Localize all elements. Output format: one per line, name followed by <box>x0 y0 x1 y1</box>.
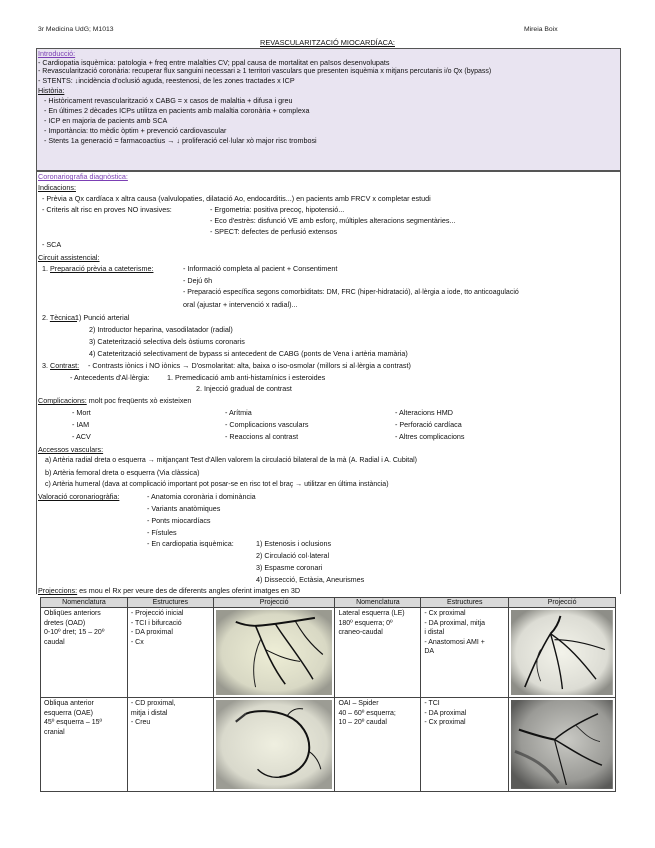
angiogram-spider-image <box>509 698 616 792</box>
step1-item: oral (ajustar + intervenció x radial)... <box>183 300 298 309</box>
complication-item: - IAM <box>72 420 90 429</box>
step2-item: 4) Cateterització selectivament de bypass si antecedent de CABG (ponts de Vena i artèria mamària) <box>89 349 408 358</box>
valoracio-sub: 3) Espasme coronari <box>256 563 323 572</box>
access-item: a) Artèria radial dreta o esquerra → mitjançant Test d'Allen valorem la circulació bilateral de la mà (A. Radial i A. Cubital) <box>45 457 417 464</box>
projections-heading: Projeccions: es mou el Rx per veure des de diferents angles oferint imatges en 3D <box>38 586 301 595</box>
structures-cell: - Projecció inicial - TCI i bifurcació - DA proximal - Cx <box>127 608 213 698</box>
complication-item: - Alteracions HMD <box>395 408 453 417</box>
step2-item: 1) Punció arterial <box>75 313 130 322</box>
page-title: REVASCULARITZACIÓ MIOCARDÍACA: <box>260 38 395 47</box>
history-item: - Stents 1a generació = farmacoactius → ↓ proliferació cel·lular xò major risc trombosi <box>44 136 317 145</box>
column-header: Estructures <box>421 598 509 608</box>
valoracio-item: - Variants anatòmiques <box>147 504 221 513</box>
header-author: Mireia Boix <box>524 26 558 33</box>
column-header: Estructures <box>127 598 213 608</box>
step1-item: - Dejú 6h <box>183 276 213 285</box>
indications-heading: Indicacions: <box>38 183 76 192</box>
angiogram-oae-image <box>213 698 335 792</box>
valoracio-item: - Ponts miocardíacs <box>147 516 211 525</box>
complication-item: - Altres complicacions <box>395 432 465 441</box>
step2-label: 2. Tècnica: <box>42 313 78 322</box>
complication-item: - ACV <box>72 432 91 441</box>
step3-line: - Contrasts iònics i NO iònics → D'osmolaritat: alta, baixa o iso-osmolar (millors si al·lèrgia a contrast) <box>88 361 411 370</box>
column-header: Nomenclatura <box>41 598 128 608</box>
indication-item: - Criteris alt risc en proves NO invasives: <box>42 205 172 214</box>
intro-heading: Introducció: <box>38 49 76 58</box>
nomenclature-cell: OAI – Spider 40 – 60º esquerra; 10 – 20º caudal <box>335 698 421 792</box>
complication-item: - Perforació cardíaca <box>395 420 462 429</box>
step3-sub-label: - Antecedents d'Al·lèrgia: <box>70 373 150 382</box>
step1-label: 1. Preparació prèvia a cateterisme: <box>42 264 154 273</box>
intro-line: - STENTS: ↓incidència d'oclusió aguda, reestenosi, de les zones tractades x ICP <box>38 76 295 85</box>
valoracio-item: - Fístules <box>147 528 177 537</box>
access-item: b) Artèria femoral dreta o esquerra (Via clàssica) <box>45 468 200 477</box>
step2-item: 2) Introductor heparina, vasodilatador (radial) <box>89 325 233 334</box>
history-item: - ICP en majoria de pacients amb SCA <box>44 116 168 125</box>
valoracio-item: - Anatomia coronària i dominància <box>147 492 256 501</box>
table-row <box>41 698 616 792</box>
complication-item: - Mort <box>72 408 91 417</box>
step3-sub: 2. Injecció gradual de contrast <box>196 384 292 393</box>
header-course: 3r Medicina UdG; M1013 <box>38 26 114 33</box>
valoracio-heading: Valoració coronariogràfia: <box>38 492 120 501</box>
angiogram-oad-image <box>213 608 335 698</box>
step2-item: 3) Cateterització selectiva dels òstiums coronaris <box>89 337 245 346</box>
step3-label: 3. Contrast: <box>42 361 80 370</box>
structures-cell: - CD proximal, mitja i distal - Creu <box>127 698 213 792</box>
coronariografia-heading: Coronariografia diagnòstica: <box>38 172 128 181</box>
access-heading: Accessos vasculars: <box>38 445 104 454</box>
projections-table <box>40 597 616 792</box>
complication-item: - Arítmia <box>225 408 252 417</box>
access-item: c) Artèria humeral (dava at complicació important pot posar-se en risc tot el braç → utilitzar en última instància) <box>45 481 389 488</box>
column-header: Projecció <box>213 598 335 608</box>
indication-item: - SCA <box>42 240 62 249</box>
criteria-item: - Ergometria: positiva precoç, hipotensió... <box>210 205 345 214</box>
valoracio-sub: 2) Circulació col·lateral <box>256 551 330 560</box>
complication-item: - Reaccions al contrast <box>225 432 299 441</box>
nomenclature-cell: Obliqües anteriors dretes (OAD) 0-10º dret; 15 – 20º caudal <box>41 608 128 698</box>
structures-cell: - TCI - DA proximal - Cx proximal <box>421 698 509 792</box>
circuit-heading: Circuit assistencial: <box>38 253 100 262</box>
table-header-row <box>41 598 616 608</box>
valoracio-sub: 4) Dissecció, Ectàsia, Aneurismes <box>256 575 365 584</box>
history-item: - Històricament revascularització x CABG = x casos de malaltia + difusa i greu <box>44 96 293 105</box>
history-heading: Història: <box>38 86 65 95</box>
valoracio-sub: 1) Estenosis i oclusions <box>256 539 332 548</box>
valoracio-item: - En cardiopatia isquèmica: <box>147 539 234 548</box>
step1-item: - Preparació específica segons comorbiditats: DM, FRC (hiper-hidratació), al·lèrgia a iode, tto anticoagulació <box>183 289 519 296</box>
nomenclature-cell: Lateral esquerra (LE) 180º esquerra; 0º craneo-caudal <box>335 608 421 698</box>
intro-line: - Revascularització coronària: recuperar flux sanguini necessari ≥ 1 territori vasculars que presenten isquèmia x mitjans percutanis i/o Qx (bypass) <box>38 68 492 75</box>
angiogram-le-image <box>509 608 616 698</box>
criteria-item: - SPECT: defectes de perfusió extensos <box>210 227 338 236</box>
criteria-item: - Eco d'estrès: disfunció VE amb esforç, múltiples alteracions segmentàries... <box>210 216 456 225</box>
complication-item: - Complicacions vasculars <box>225 420 309 429</box>
step1-item: - Informació completa al pacient + Consentiment <box>183 264 338 273</box>
table-row <box>41 608 616 698</box>
indication-item: - Prèvia a Qx cardíaca x altra causa (valvulopaties, dilatació Ao, endocarditis...) en pacients amb FRCV x completar estudi <box>42 194 431 203</box>
intro-line: - Cardiopatia isquèmica: patologia + freq entre malalties CV; ppal causa de mortalitat en països desenvolupats <box>38 58 390 67</box>
complications-heading: Complicacions: molt poc freqüents xò existeixen <box>38 396 192 405</box>
structures-cell: - Cx proximal - DA proximal, mitja i distal - Anastomosi AMI + DA <box>421 608 509 698</box>
nomenclature-cell: Obliqua anterior esquerra (OAE) 45º esquerra – 15º cranial <box>41 698 128 792</box>
history-item: - Importància: tto mèdic òptim + prevenció cardiovascular <box>44 126 227 135</box>
column-header: Nomenclatura <box>335 598 421 608</box>
step3-sub: 1. Premedicació amb anti-histamínics i esteroides <box>167 373 326 382</box>
history-item: - En últimes 2 dècades ICPs utilitza en pacients amb malaltia coronària + complexa <box>44 106 310 115</box>
column-header: Projecció <box>509 598 616 608</box>
